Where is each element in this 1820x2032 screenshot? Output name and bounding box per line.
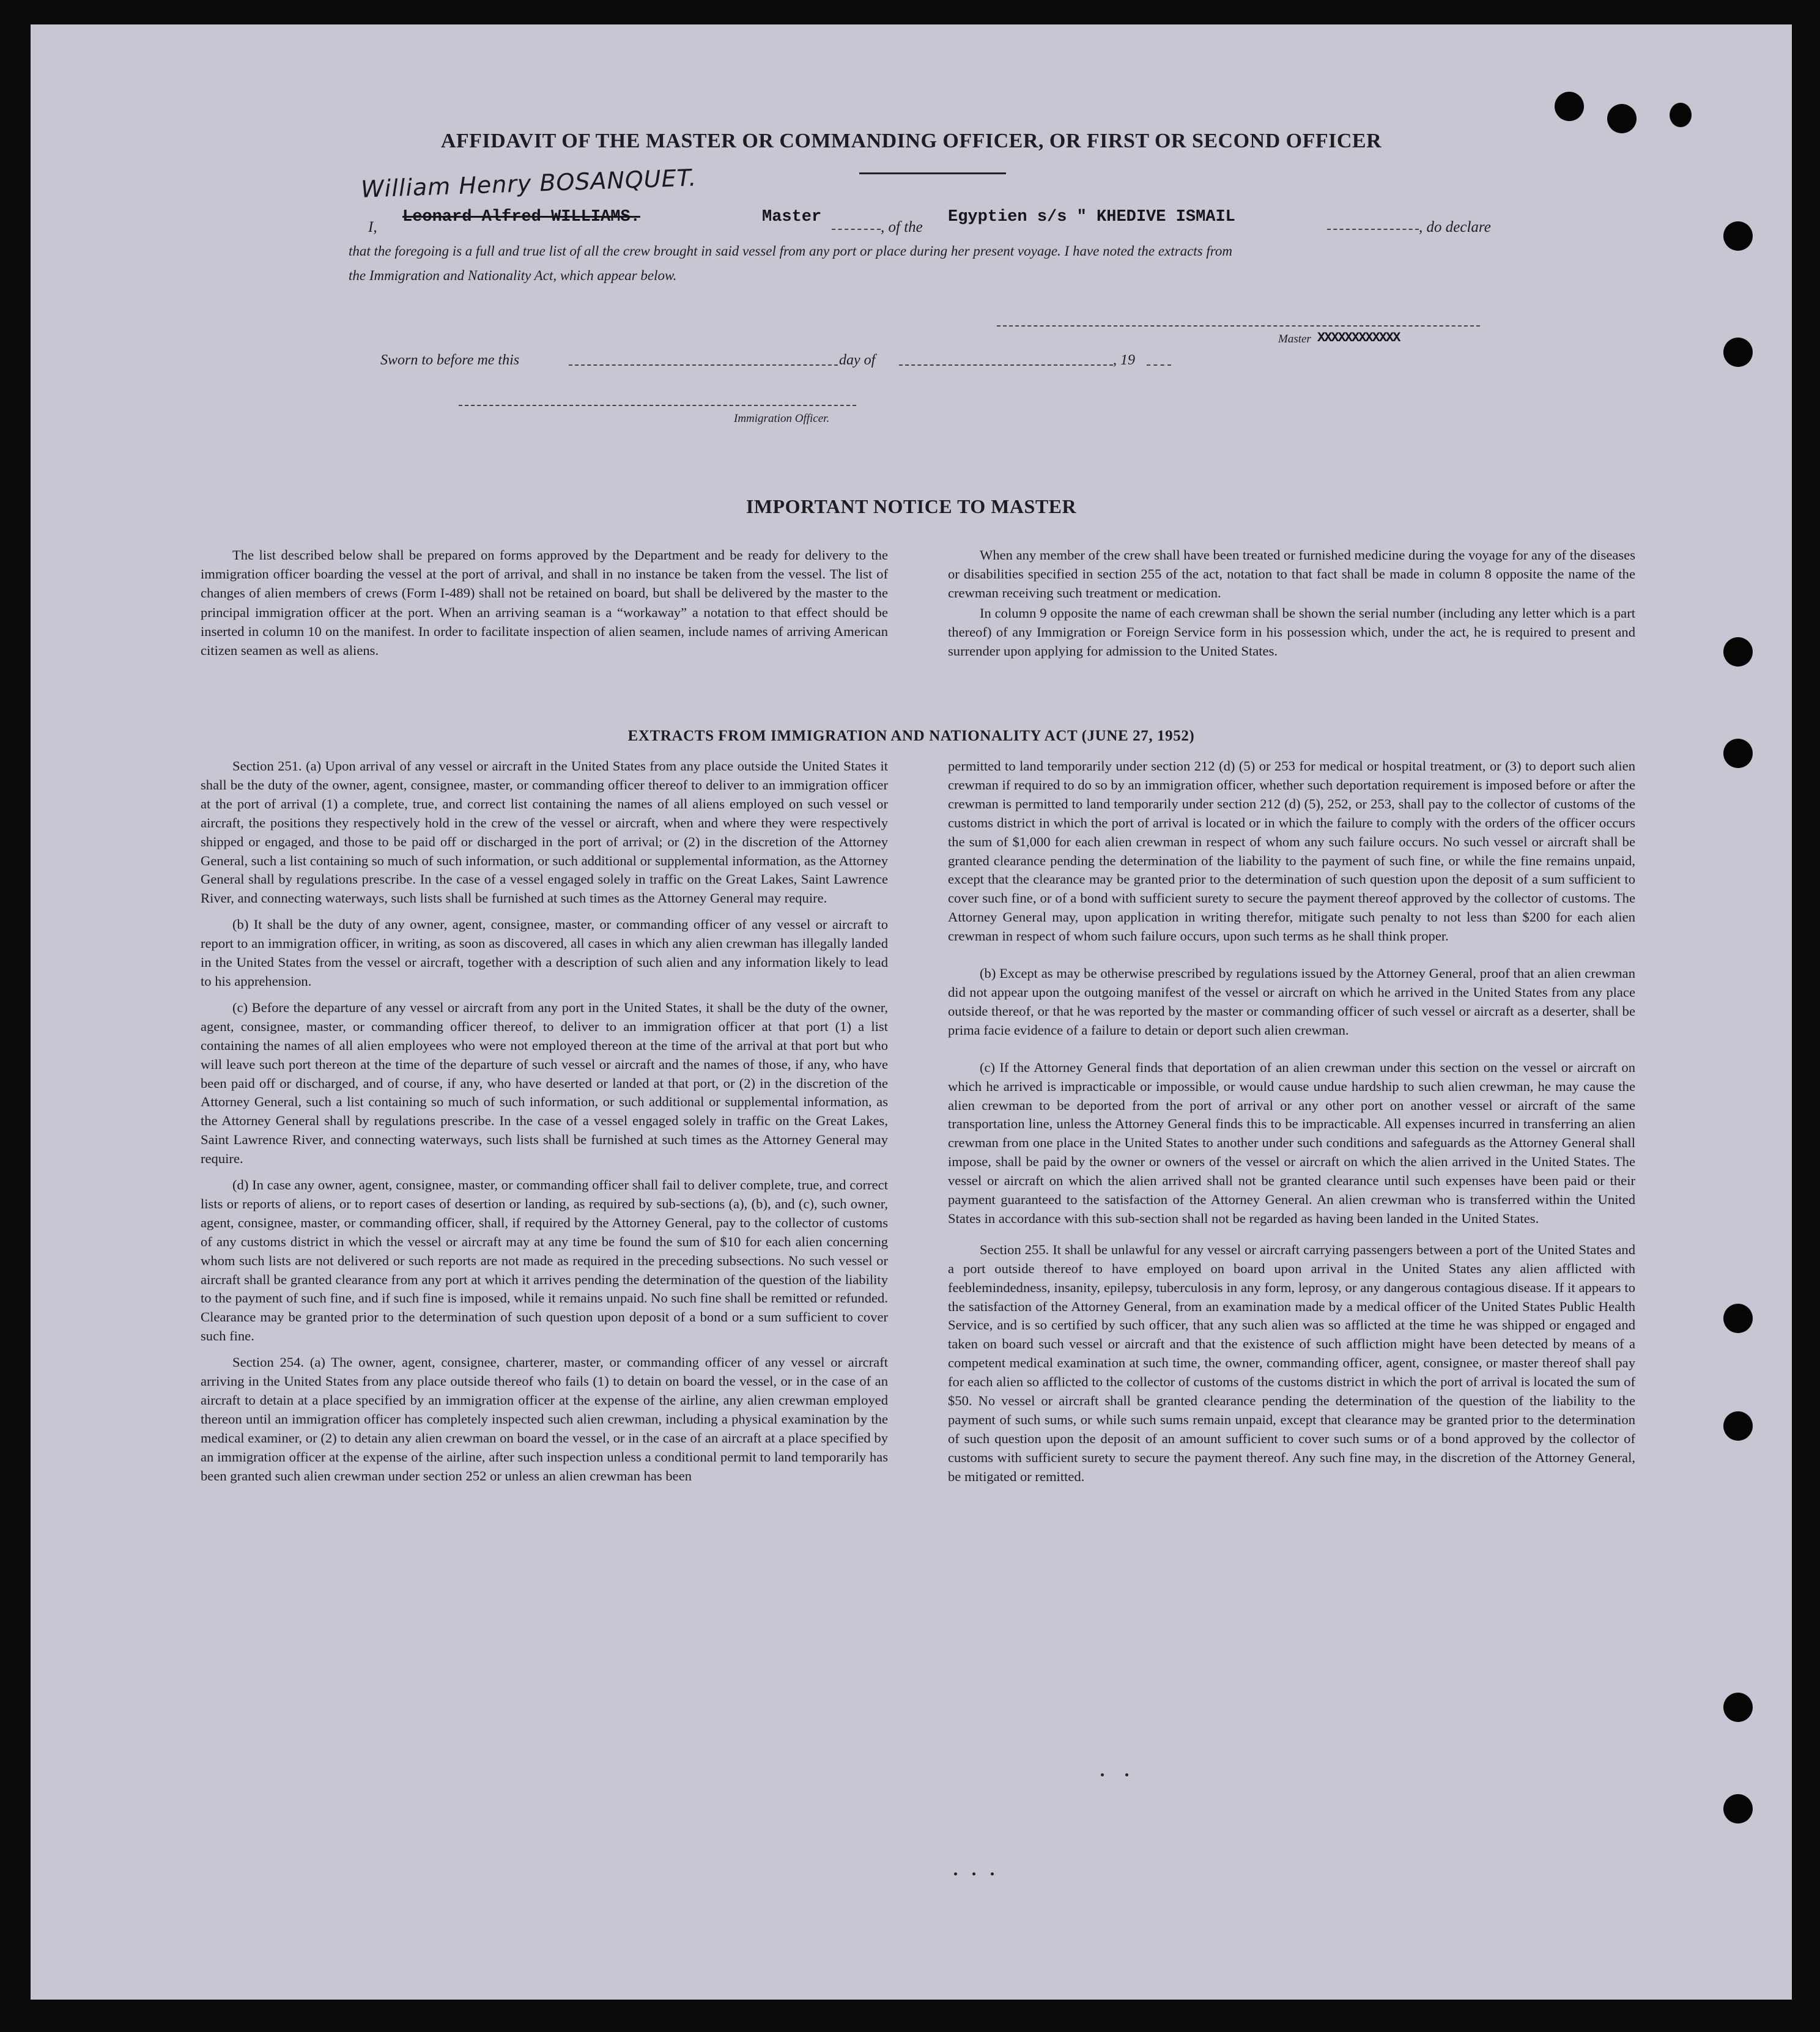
year-dash [1147, 364, 1171, 366]
sworn-dash-2 [899, 364, 1113, 366]
vessel-name: Egyptien s/s " KHEDIVE ISMAIL [948, 208, 1235, 226]
section-255: Section 255. It shall be unlawful for any vessel or aircraft carrying passengers between a port of the United States and a port outside thereof to have employed on board upon arrival in the United States any alien afflicted with feeblemindedness, insanity, epilepsy, tuberculosis in any form, leprosy, or any dangerous contagious disease. If it appears to the satisfaction of the Attorney General, from an examination made by a medical officer of the United States Public Health Service, and is so certified by such officer, that any such alien was so afflicted at the time he was shipped or engaged and taken on board such vessel or aircraft and that the existence of such affliction might have been detected by means of a competent medical examination at such time, the owner, commanding officer, agent, consignee, or master thereof shall pay for each alien so afflicted to the collector of customs of the customs district in which the port of arrival is located the sum of $50. No vessel or aircraft shall be granted clearance pending the determination of the question of the liability to the payment of such sums, or while such sums remain unpaid, except that clearance may be granted prior to the determination of such question upon the deposit of an amount sufficient to cover such sums or of a bond approved by the collector of customs with sufficient surety to secure the payment thereof. Any such fine may, in the discretion of the Attorney General, be mitigated or remitted. [948, 1241, 1635, 1484]
declaration-prefix: I, [368, 219, 377, 235]
punch-hole [1723, 221, 1753, 251]
handwritten-master-name: William Henry BOSANQUET. [360, 164, 698, 203]
notice-right-paragraph-1: When any member of the crew shall have been treated or furnished medicine during the voyage for any of the diseases or disabilities specified in section 255 of the act, notation to that fact shall be made in column 8 opposite the name of the crewman receiving such treatment or medication. [948, 547, 1635, 600]
document-page [31, 24, 1792, 2000]
speck [954, 1872, 957, 1875]
affidavit-title: AFFIDAVIT OF THE MASTER OR COMMANDING OFFICER, OR FIRST OR SECOND OFFICER [440, 130, 1382, 152]
declaration-body-line-2: the Immigration and Nationality Act, which appear below. [349, 268, 677, 283]
notice-right-column [948, 545, 1635, 668]
extracts-left-column [201, 757, 888, 1493]
sworn-dash-1 [569, 364, 838, 366]
punch-hole [1723, 637, 1753, 667]
section-254-a: Section 254. (a) The owner, agent, consignee, charterer, master, or commanding officer of any vessel or aircraft arriving in the United States from any place outside thereof who fails (1) to detain on board the vessel, or in the case of an aircraft to detain at a place specified by an immigration officer at the expense of the airline, any alien crewman employed thereon until an immigration officer has completely inspected such alien crewman, including a physical examination by the medical examiner, or (2) to detain any alien crewman on board the vessel, or in the case of an aircraft at a place specified by an immigration officer at the expense of the airline, after such inspection unless a conditional permit to land temporarily has been granted such alien crewman under section 252 or unless an alien crewman has been [201, 1354, 888, 1483]
notice-right-paragraph-2: In column 9 opposite the name of each crewman shall be shown the serial number (including any letter which is a part thereof) of any Immigration or Foreign Service form in his possession which, under the act, he is required to present and surrender upon applying for admission to the United States. [948, 605, 1635, 659]
declaration-body-line-1: that the foregoing is a full and true list of all the crew brought in said vessel from any port or place during her present voyage. I have noted the extracts from [349, 243, 1232, 259]
year-label: , 19 [1113, 352, 1135, 368]
section-254-a-cont: permitted to land temporarily under section 212 (d) (5) or 253 for medical or hospital treatment, or (3) to deport such alien crewman if required to do so by an immigration officer, whether such deportation requirement is imposed before or after the crewman is permitted to land temporarily under section 212 (d) (5), 252, or 253, shall pay to the collector of customs of the customs district in which the port of arrival is located or in which the failure to comply with the orders of the officer occurs the sum of $1,000 for each alien crewman in respect of whom any such failure occurs. No such vessel or aircraft shall be granted clearance pending the determination of the liability to the payment of such fine, or while the fine remains unpaid, except that the clearance may be granted prior to the determination of such question upon the deposit of a sum sufficient to cover such fine, or of a bond with sufficient surety to secure the payment thereof approved by the collector of customs. The Attorney General may, upon application in writing therefor, mitigate such penalty to not less than $200 for each alien crewman in respect of whom such failure occurs, upon such terms as he shall think proper. [948, 758, 1635, 944]
section-251-a: Section 251. (a) Upon arrival of any vessel or aircraft in the United States from any place outside the United States it shall be the duty of the owner, agent, consignee, master, or commanding officer thereof to deliver to an immigration officer at the port of arrival (1) a complete, true, and correct list containing the names of all aliens employed on such vessel or aircraft, the positions they respectively hold in the crew of the vessel or aircraft, when and where they were respectively shipped or engaged, and those to be paid off or discharged in the port of arrival; or (2) in the discretion of the Attorney General, such a list containing so much of such information, or such additional or supplemental information, as the Attorney General shall by regulations prescribe. In the case of a vessel engaged solely in traffic on the Great Lakes, Saint Lawrence River, and connecting waterways, such lists shall be furnished at such times as the Attorney General may require. [201, 758, 888, 906]
immigration-officer-label: Immigration Officer. [734, 412, 830, 425]
punch-hole [1555, 92, 1584, 121]
speck [972, 1872, 975, 1875]
signature-struck-suffix: XXXXXXXXXXXX [1317, 330, 1400, 345]
notice-left-column [201, 545, 888, 667]
punch-hole [1723, 338, 1753, 367]
section-251-c: (c) Before the departure of any vessel or aircraft from any port in the United States, it shall be the duty of the owner, agent, consignee, master, or commanding officer thereof, to deliver to an immigration officer at that port (1) a list containing the names of all alien employees who were not employed thereon at the time of the arrival at that port but who will leave such port thereon at the time of the departure of such vessel or aircraft and the names of those, if any, who have been paid off or discharged, and of course, if any, who have deserted or landed at that port, or (2) in the discretion of the Attorney General, such a list containing so much of such information, or such additional or supplemental information, as the Attorney General shall by regulations prescribe. In the case of a vessel engaged solely in traffic on the Great Lakes, Saint Lawrence River, and connecting waterways, such lists shall be furnished at such times as the Attorney General may require. [201, 999, 888, 1167]
day-of-label: day of [839, 352, 876, 368]
punch-hole [1723, 1794, 1753, 1823]
punch-hole [1723, 1304, 1753, 1333]
signature-line [997, 325, 1480, 327]
typed-master-name: Leonard Alfred WILLIAMS. [402, 208, 640, 226]
signature-label: Master [1278, 333, 1311, 345]
punch-hole [1723, 1411, 1753, 1441]
typed-rank: Master [762, 208, 822, 226]
of-the-label: , of the [881, 219, 923, 235]
extracts-title: EXTRACTS FROM IMMIGRATION AND NATIONALITY ACT (JUNE 27, 1952) [627, 728, 1195, 744]
punch-hole [1607, 104, 1637, 133]
section-254-b: (b) Except as may be otherwise prescribed by regulations issued by the Attorney General, proof that an alien crewman did not appear upon the outgoing manifest of the vessel or aircraft on which he arrived in the United States from any place outside thereof, or that he was reported by the master or commanding officer of such vessel or aircraft as a deserter, shall be prima facie evidence of a failure to detain or deport such alien crewman. [948, 966, 1635, 1038]
speck [1101, 1773, 1104, 1776]
section-251-b: (b) It shall be the duty of any owner, agent, consignee, master, or commanding officer of any vessel or aircraft to report to an immigration officer, in writing, as soon as discovered, all cases in which any alien crewman has illegally landed in the United States from the vessel or aircraft, together with a description of such alien and any information likely to lead to his apprehension. [201, 917, 888, 989]
title-underline [859, 172, 1006, 174]
sworn-prefix: Sworn to before me this [380, 352, 520, 368]
punch-hole [1670, 103, 1692, 127]
notice-title: IMPORTANT NOTICE TO MASTER [745, 495, 1077, 517]
section-251-d: (d) In case any owner, agent, consignee, master, or commanding officer shall fail to deliver complete, true, and correct lists or reports of aliens, or to report cases of desertion or landing, as required by sub-sections (a), (b), and (c), such owner, agent, consignee, master, or commanding officer, shall, if required by the Attorney General, pay to the collector of customs of any customs district in which the vessel or aircraft may at any time be found the sum of $10 for each alien concerning whom such lists are not delivered or such reports are not made as required in the preceding subsections. No such vessel or aircraft shall be granted clearance from any port at which it arrives pending the determination of the question of the liability to the payment of such fine, and if such fine is imposed, while it remains unpaid. No such fine shall be remitted or refunded. Clearance may be granted prior to the determination of such question upon deposit of a bond or a sum sufficient to cover such fine. [201, 1177, 888, 1344]
rank-dash [832, 229, 881, 230]
punch-hole [1723, 1693, 1753, 1722]
speck [991, 1872, 994, 1875]
vessel-dash [1327, 229, 1419, 230]
notice-left-paragraph: The list described below shall be prepared on forms approved by the Department and be ready for delivery to the immigration officer boarding the vessel at the port of arrival, and shall in no instance be taken from the vessel. The list of changes of alien members of crews (Form I-489) shall not be retained on board, but shall be delivered by the master to the principal immigration officer at the port. When an arriving seaman is a “workaway” a notation to that effect should be inserted in column 10 on the manifest. In order to facilitate inspection of alien seamen, include names of arriving American citizen seamen as well as aliens. [201, 547, 888, 659]
officer-signature-line [459, 405, 856, 406]
extracts-right-column [948, 757, 1635, 1494]
do-declare-label: , do declare [1419, 219, 1491, 235]
speck [1125, 1773, 1128, 1776]
section-254-c: (c) If the Attorney General finds that deportation of an alien crewman under this section on the vessel or aircraft on which he arrived is impracticable or impossible, or would cause undue hardship to such alien crewman, he may cause the alien crewman to be deported from the port of arrival or any other port on another vessel or aircraft of the same transportation line, unless the Attorney General finds this to be impracticable. All expenses incurred in transferring an alien crewman from one place in the United States to another under such conditions and safeguards as the Attorney General shall impose, shall be paid by the owner or owners of the vessel or aircraft on which the alien arrived in the United States. The vessel or aircraft on which the alien arrived shall not be granted clearance until such expenses have been paid or their payment guaranteed to the satisfaction of the Attorney General. An alien crewman who is transferred within the United States in accordance with this sub-section shall not be regarded as having been landed in the United States. [948, 1059, 1635, 1226]
